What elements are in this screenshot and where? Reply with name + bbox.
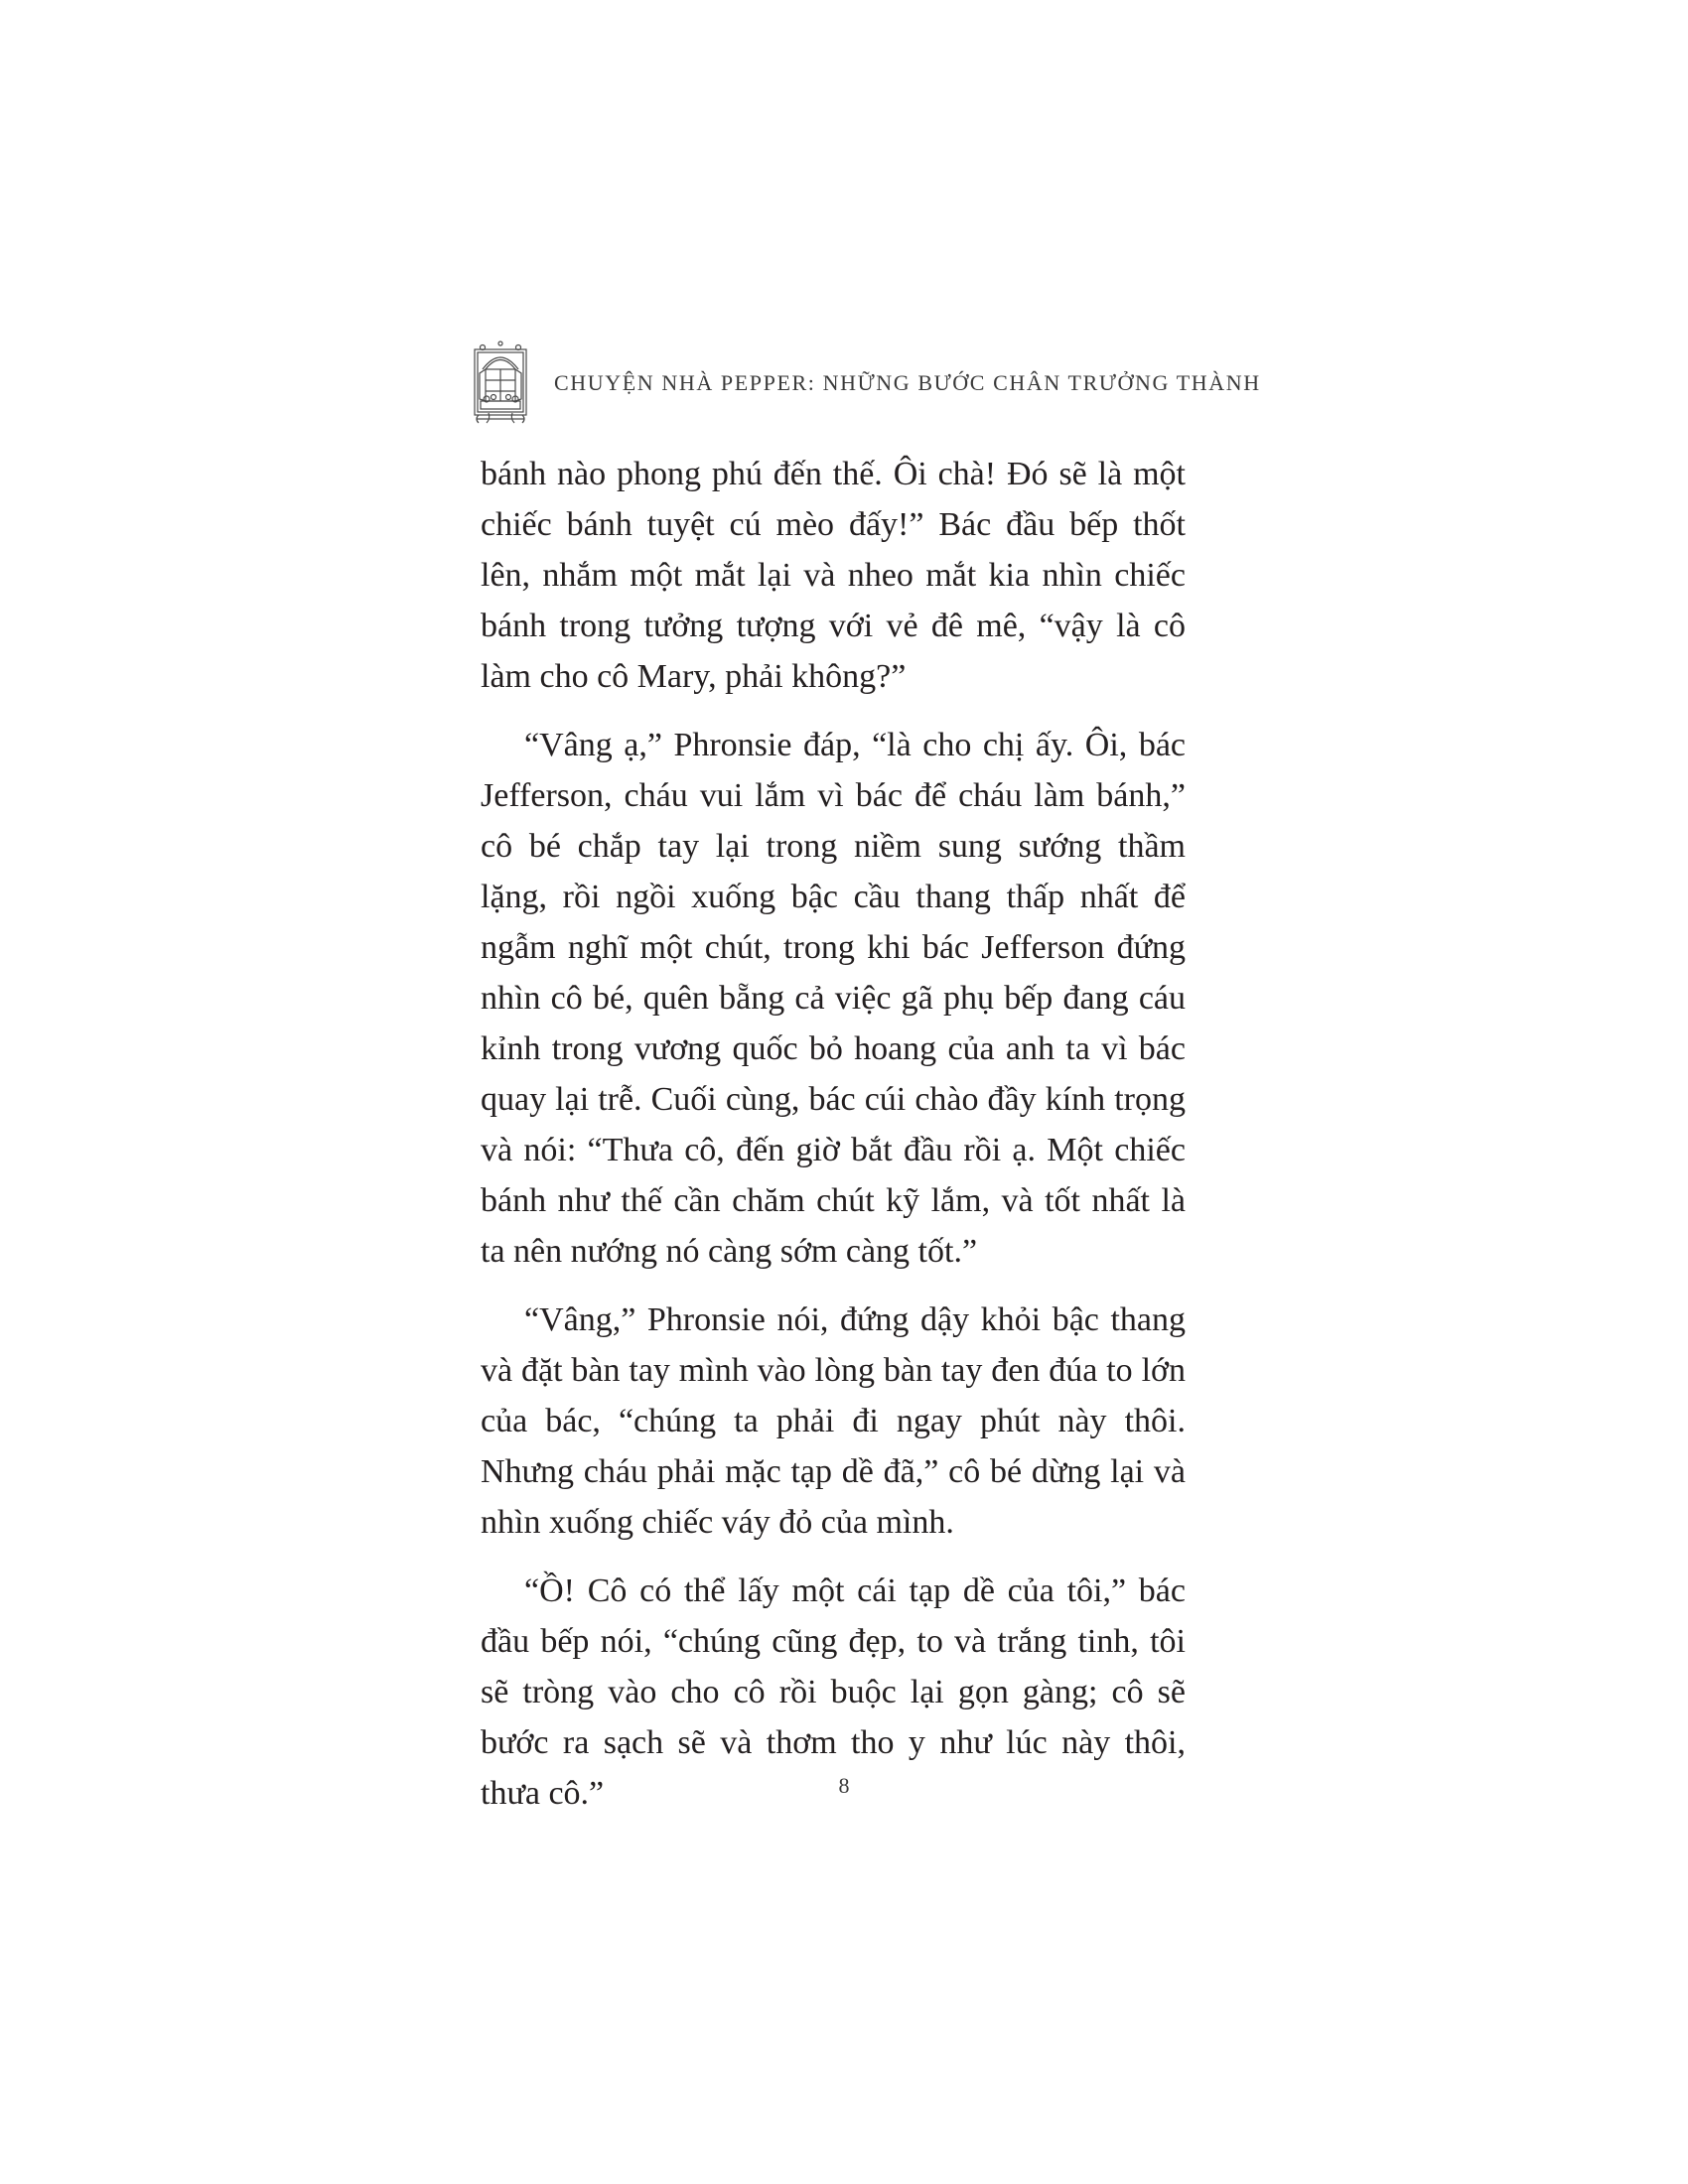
paragraph: “Ồ! Cô có thể lấy một cái tạp dề của tôi,” bác đầu bếp nói, “chúng cũng đẹp, to và trắng tinh, tôi sẽ tròng vào cho cô rồi buộc lại gọn gàng; cô sẽ bước ra sạch sẽ và thơm tho y như lúc này thôi, thưa cô.” <box>481 1572 1186 1812</box>
body-text <box>481 449 1186 1837</box>
page-number: 8 <box>838 1773 850 1798</box>
paragraph: “Vâng ạ,” Phronsie đáp, “là cho chị ấy. Ôi, bác Jefferson, cháu vui lắm vì bác để cháu làm bánh,” cô bé chắp tay lại trong niềm sung sướng thầm lặng, rồi ngồi xuống bậc cầu thang thấp nhất để ngẫm nghĩ một chút, trong khi bác Jefferson đứng nhìn cô bé, quên bẵng cả việc gã phụ bếp đang cáu kỉnh trong vương quốc bỏ hoang của anh ta vì bác quay lại trễ. Cuối cùng, bác cúi chào đầy kính trọng và nói: “Thưa cô, đến giờ bắt đầu rồi ạ. Một chiếc bánh như thế cần chăm chút kỹ lắm, và tốt nhất là ta nên nướng nó càng sớm càng tốt.” <box>481 727 1186 1270</box>
running-header <box>469 338 1261 429</box>
running-header-title: CHUYỆN NHÀ PEPPER: NHỮNG BƯỚC CHÂN TRƯỞNG THÀNH <box>554 370 1261 395</box>
window-with-flowers-icon <box>469 340 532 427</box>
paragraph-continued: bánh nào phong phú đến thế. Ôi chà! Đó sẽ là một chiếc bánh tuyệt cú mèo đấy!” Bác đầu bếp thốt lên, nhắm một mắt lại và nheo mắt kia nhìn chiếc bánh trong tưởng tượng với vẻ đê mê, “vậy là cô làm cho cô Mary, phải không?” <box>481 456 1186 695</box>
paragraph: “Vâng,” Phronsie nói, đứng dậy khỏi bậc thang và đặt bàn tay mình vào lòng bàn tay đen đúa to lớn của bác, “chúng ta phải đi ngay phút này thôi. Nhưng cháu phải mặc tạp dề đã,” cô bé dừng lại và nhìn xuống chiếc váy đỏ của mình. <box>481 1301 1186 1541</box>
